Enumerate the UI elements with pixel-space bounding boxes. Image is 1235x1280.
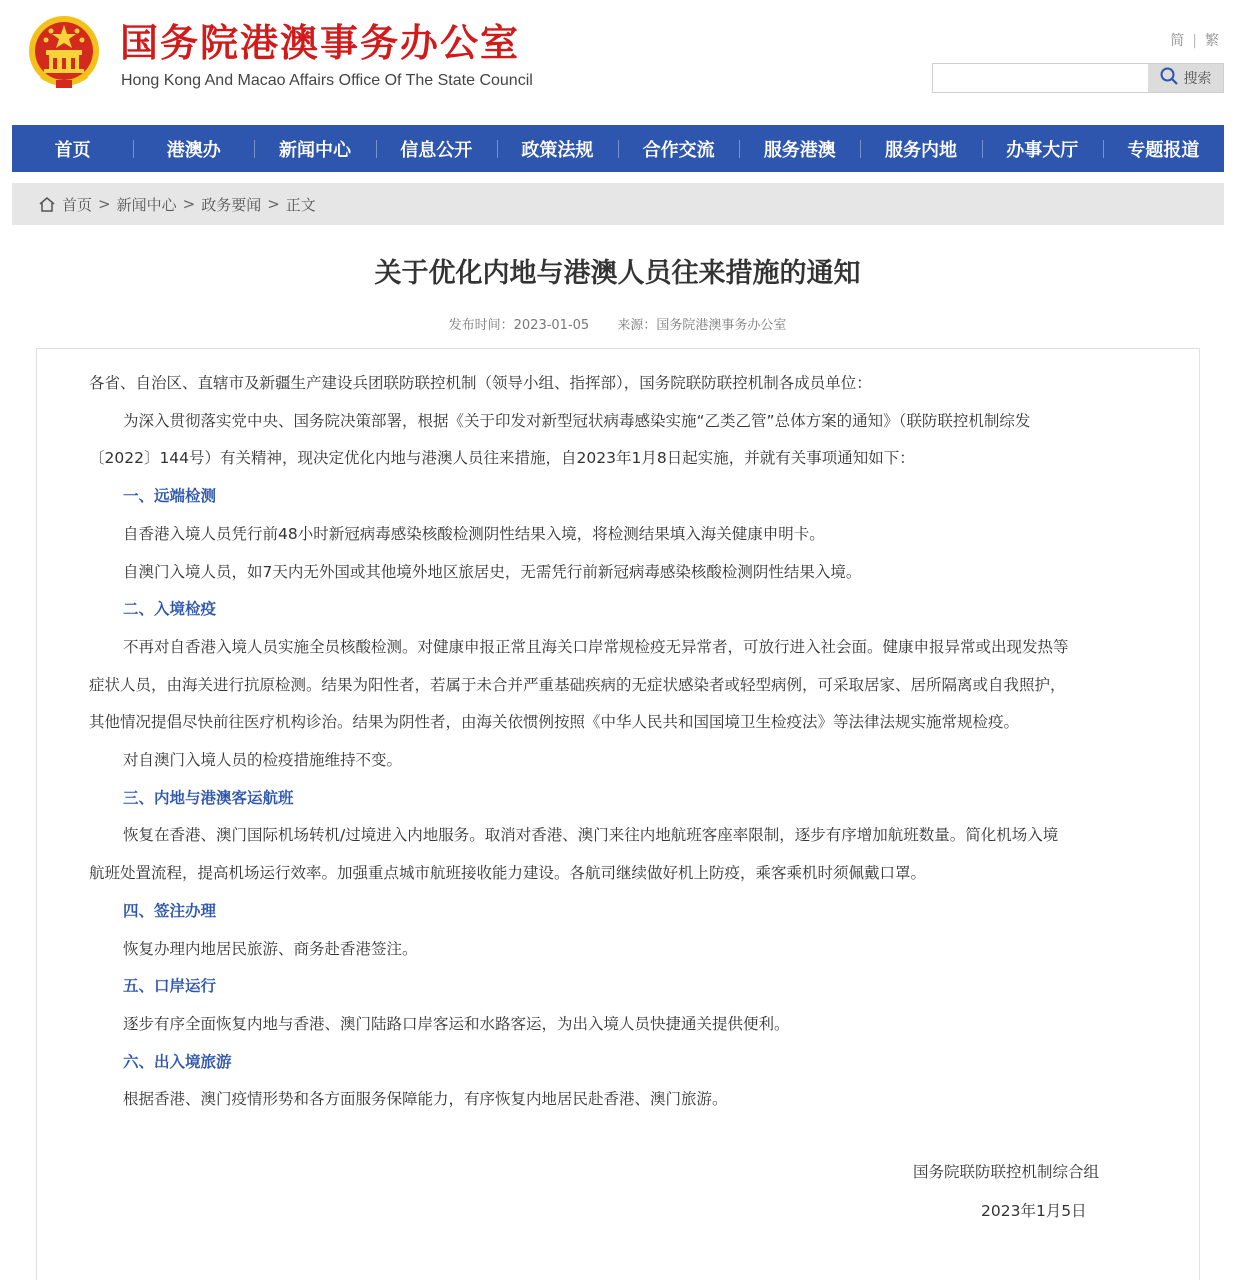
signature-date: 2023年1月5日 <box>981 1202 1087 1220</box>
main-nav <box>12 125 1224 172</box>
article-source: 来源：国务院港澳事务办公室 <box>617 318 787 333</box>
breadcrumb <box>12 183 1224 225</box>
nav-item-cooperation[interactable]: 合作交流 <box>618 125 739 172</box>
lang-separator: | <box>1192 33 1197 49</box>
article-body <box>89 365 1149 1119</box>
breadcrumb-separator: > <box>267 195 280 213</box>
section-heading: 六、出入境旅游 <box>123 1052 232 1071</box>
paragraph-line: 症状人员，由海关进行抗原检测。结果为阳性者，若属于未合并严重基础疾病的无症状感染者或轻型病例，可采取居家、居所隔离或自我照护， <box>89 675 1066 694</box>
breadcrumb-news[interactable]: 新闻中心 <box>116 195 177 214</box>
paragraph-line: 航班处置流程，提高机场运行效率。加强重点城市航班接收能力建设。各航司继续做好机上防疫，乘客乘机时须佩戴口罩。 <box>89 864 927 883</box>
search-input[interactable] <box>933 64 1149 92</box>
nav-item-serve-mainland[interactable]: 服务内地 <box>860 125 981 172</box>
language-switch <box>1170 30 1219 50</box>
signature-org: 国务院联防联控机制综合组 <box>913 1163 1100 1181</box>
paragraph-line: 其他情况提倡尽快前往医疗机构诊治。结果为阴性者，由海关依惯例按照《中华人民共和国国境卫生检疫法》等法律法规实施常规检疫。 <box>89 713 1020 732</box>
breadcrumb-separator: > <box>182 195 196 213</box>
section-heading: 五、口岸运行 <box>123 977 217 996</box>
salutation: 各省、自治区、直辖市及新疆生产建设兵团联防联控机制（领导小组、指挥部），国务院联防联控机制各成员单位： <box>89 374 872 392</box>
site-subtitle: Hong Kong And Macao Affairs Office Of The State Council <box>121 72 533 89</box>
search-button-label: 搜索 <box>1183 71 1212 87</box>
paragraph: 根据香港、澳门疫情形势和各方面服务保障能力，有序恢复内地居民赴香港、澳门旅游。 <box>123 1090 728 1109</box>
article-title: 关于优化内地与港澳人员往来措施的通知 <box>374 258 861 289</box>
breadcrumb-gov-news[interactable]: 政务要闻 <box>201 195 262 214</box>
search-icon <box>1160 67 1178 89</box>
breadcrumb-separator: > <box>98 195 111 213</box>
publish-time: 发布时间：2023-01-05 <box>448 318 590 333</box>
section-heading: 二、入境检疫 <box>123 600 217 619</box>
site-title: 国务院港澳事务办公室 <box>120 21 521 65</box>
search-box <box>932 63 1224 93</box>
nav-item-policy[interactable]: 政策法规 <box>497 125 618 172</box>
lang-traditional-link[interactable]: 繁 <box>1205 33 1219 49</box>
nav-item-info-disclosure[interactable]: 信息公开 <box>376 125 497 172</box>
nav-item-service-hall[interactable]: 办事大厅 <box>982 125 1103 172</box>
nav-item-special-reports[interactable]: 专题报道 <box>1103 125 1224 172</box>
article-meta <box>0 314 1235 333</box>
paragraph-line: 恢复在香港、澳门国际机场转机/过境进入内地服务。取消对香港、澳门来往内地航班客座率限制，逐步有序增加航班数量。简化机场入境 <box>123 826 1059 845</box>
section-heading: 四、签注办理 <box>123 901 217 920</box>
paragraph: 自香港入境人员凭行前48小时新冠病毒感染核酸检测阴性结果入境，将检测结果填入海关健康申明卡。 <box>123 524 825 543</box>
site-header <box>0 0 1235 125</box>
intro-line: 〔2022〕144号）有关精神，现决定优化内地与港澳人员往来措施，自2023年1月8日起实施，并就有关事项通知如下： <box>89 449 915 468</box>
nav-item-serve-hkmacao[interactable]: 服务港澳 <box>739 125 860 172</box>
breadcrumb-current: 正文 <box>285 195 316 214</box>
nav-item-home[interactable]: 首页 <box>54 139 91 161</box>
paragraph: 对自澳门入境人员的检疫措施维持不变。 <box>123 751 403 770</box>
breadcrumb-home[interactable]: 首页 <box>62 195 93 214</box>
lang-simplified-link[interactable]: 简 <box>1170 33 1185 49</box>
paragraph: 自澳门入境人员，如7天内无外国或其他境外地区旅居史，无需凭行前新冠病毒感染核酸检测阴性结果入境。 <box>123 562 862 581</box>
section-heading: 三、内地与港澳客运航班 <box>123 788 294 807</box>
intro-line: 为深入贯彻落实党中央、国务院决策部署，根据《关于印发对新型冠状病毒感染实施“乙类乙管”总体方案的通知》（联防联控机制综发 <box>123 411 1031 430</box>
paragraph: 逐步有序全面恢复内地与香港、澳门陆路口岸客运和水路客运，为出入境人员快捷通关提供便利。 <box>123 1014 790 1033</box>
paragraph: 恢复办理内地居民旅游、商务赴香港签注。 <box>123 939 418 958</box>
search-button[interactable] <box>1148 64 1223 92</box>
home-icon[interactable] <box>38 196 56 213</box>
national-emblem-icon[interactable] <box>26 14 102 92</box>
nav-item-news[interactable]: 新闻中心 <box>254 125 375 172</box>
section-heading: 一、远端检测 <box>123 487 217 506</box>
paragraph-line: 不再对自香港入境人员实施全员核酸检测。对健康申报正常且海关口岸常规检疫无异常者，可放行进入社会面。健康申报异常或出现发热等 <box>123 637 1069 656</box>
nav-item-office[interactable]: 港澳办 <box>133 125 254 172</box>
